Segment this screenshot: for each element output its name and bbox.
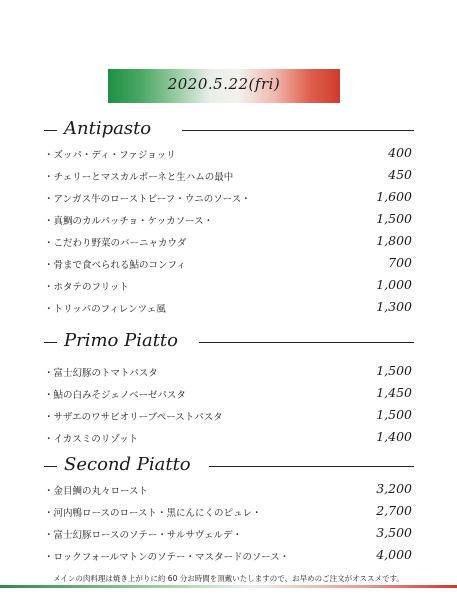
menu-item-price: 4,000 — [376, 547, 412, 562]
menu-item-price: 1,450 — [376, 385, 412, 400]
section-rule — [199, 342, 414, 343]
menu-item-price: 450 — [388, 167, 412, 182]
menu-item — [44, 235, 414, 249]
tricolor-band — [0, 585, 457, 588]
menu-item-name: ・トリッパのフィレンツェ風 — [44, 304, 166, 315]
menu-item-price: 3,500 — [376, 525, 412, 540]
menu-item-name: ・河内鴨ロースのロースト・黒にんにくのピュレ・ — [44, 508, 262, 519]
section-title: Antipasto — [64, 118, 152, 139]
date-banner — [108, 69, 340, 103]
menu-item — [44, 409, 414, 423]
menu-item-price: 1,600 — [376, 189, 412, 204]
menu-item-name: ・骨まで食べられる鮎のコンフィ — [44, 260, 186, 271]
menu-item-name: ・ロックフォールマトンのソテー・マスタードのソース・ — [44, 552, 290, 563]
menu-item — [44, 169, 414, 183]
menu-item-price: 1,500 — [376, 363, 412, 378]
section-dash — [44, 342, 57, 343]
menu-item — [44, 431, 414, 445]
menu-item-price: 2,700 — [376, 503, 412, 518]
section-dash — [44, 130, 57, 131]
menu-item-price: 1,300 — [376, 299, 412, 314]
menu-item-name: ・サザエのワサビオリーブペーストパスタ — [44, 412, 223, 423]
menu-item — [44, 527, 414, 541]
menu-item — [44, 213, 414, 227]
menu-item-price: 3,200 — [376, 481, 412, 496]
menu-item — [44, 365, 414, 379]
section-header-second-piatto — [44, 454, 414, 478]
menu-item-name: ・こだわり野菜のバーニャカウダ — [44, 238, 187, 249]
menu-item-name: ・イカスミのリゾット — [44, 434, 139, 445]
menu-item-name: ・富士幻豚ロースのソテー・サルサヴェルデ・ — [44, 530, 242, 541]
menu-item-name: ・鮎の白みそジェノベーゼパスタ — [44, 390, 186, 401]
menu-item-name: ・ホタテのフリット — [44, 282, 129, 293]
menu-item — [44, 505, 414, 519]
menu-item-price: 1,000 — [376, 277, 412, 292]
section-header-primo-piatto — [44, 330, 414, 354]
section-title: Primo Piatto — [64, 330, 179, 351]
menu-item — [44, 191, 414, 205]
menu-item-price: 1,800 — [376, 233, 412, 248]
menu-item — [44, 147, 414, 161]
menu-item — [44, 279, 414, 293]
menu-item-price: 1,500 — [376, 211, 412, 226]
menu-date: 2020.5.22(fri) — [167, 75, 281, 93]
section-rule — [209, 466, 414, 467]
menu-item-price: 700 — [388, 255, 412, 270]
section-header-antipasto — [44, 118, 414, 142]
menu-item-price: 1,500 — [376, 407, 412, 422]
menu-item-name: ・真鯛のカルパッチョ・ケッカソース・ — [44, 216, 214, 227]
menu-item — [44, 483, 414, 497]
menu-item-price: 400 — [388, 145, 412, 160]
menu-item-name: ・アンガス牛のローストビーフ・ウニのソース・ — [44, 194, 251, 205]
footer-note: メインの肉料理は焼き上がりに約 60 分お時間を頂戴いたしますので、お早めのご注文がオススメです。 — [53, 574, 404, 583]
menu-item-name: ・金目鯛の丸々ロースト — [44, 486, 149, 497]
menu-item-name: ・チェリーとマスカルポーネと生ハムの最中 — [44, 172, 234, 183]
section-title: Second Piatto — [64, 454, 191, 475]
section-rule — [182, 130, 414, 131]
section-dash — [44, 466, 57, 467]
menu-item-name: ・ズッパ・ディ・ファジョッリ — [44, 150, 176, 161]
menu-item — [44, 387, 414, 401]
menu-item — [44, 549, 414, 563]
menu-item-name: ・富士幻豚のトマトパスタ — [44, 368, 158, 379]
menu-item — [44, 257, 414, 271]
menu-item — [44, 301, 414, 315]
menu-item-price: 1,400 — [376, 429, 412, 444]
